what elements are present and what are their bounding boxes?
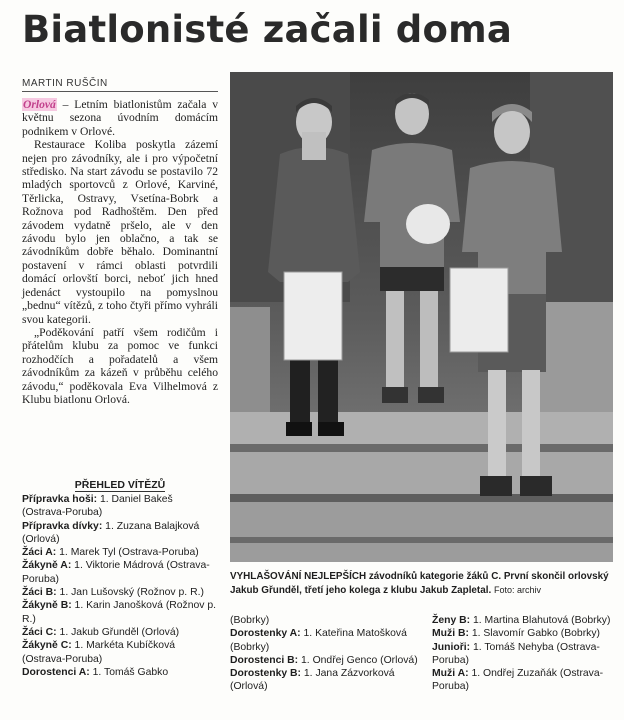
results-column-left: [22, 493, 218, 679]
result-winner: 1. Jana Zázvorková (Orlová): [230, 668, 395, 693]
photo-caption: [230, 571, 615, 597]
result-category: Dorostenky A:: [230, 628, 301, 640]
headline: Biatlonisté začali doma: [22, 8, 513, 51]
result-winner: 1. Viktorie Mádrová (Ostrava-Poruba): [22, 560, 210, 585]
result-winner: 1. Tomáš Gabko: [89, 666, 169, 678]
result-winner: 1. Martina Blahutová (Bobrky): [470, 615, 611, 626]
article-body: [22, 98, 218, 406]
result-category: Dorostenci B:: [230, 654, 299, 666]
result-category: Dorostenky B:: [230, 668, 302, 680]
result-item: [230, 614, 425, 627]
results-title-text: PŘEHLED VÍTĚZŮ: [74, 479, 166, 491]
result-item: [22, 520, 218, 547]
result-item: [432, 614, 622, 627]
result-category: Ženy B:: [432, 615, 471, 626]
result-category: Žáci B:: [22, 587, 57, 599]
results-column-middle: [230, 614, 425, 694]
result-winner: (Bobrky): [230, 615, 270, 626]
result-item: [22, 666, 218, 679]
result-category: Junioři:: [432, 641, 471, 653]
result-category: Přípravka dívky:: [22, 520, 103, 532]
result-item: [22, 599, 218, 626]
result-category: Muži A:: [432, 668, 469, 680]
result-category: Muži B:: [432, 628, 469, 640]
result-item: [22, 639, 218, 666]
result-item: [230, 627, 425, 654]
article-paragraph: Restaurace Koliba poskytla zázemí nejen pro závodníky, ale i pro výpočetní středisko. Na start závodu se postavilo 72 mladých sportovců z Orlové, Karviné, Těrlicka, Ostravy, Vsetína-Bobrk a Rožnova pod Radhoštěm. Den před závodem vydatně pršelo, ale v den závodu bylo jen oblačno, a tak se závodníkům dobře běhalo. Dominantní postavení v rámci oblasti potvrdili domácí orlovští borci, neboť jich hned jedenáct vystoupilo na pomyslnou „bednu“ vítězů, z toho čtyři přímo vyhráli svou kategorii.: [22, 138, 218, 326]
result-winner: 1. Tomáš Nehyba (Ostrava-Poruba): [432, 641, 600, 666]
lead-paragraph: [22, 98, 218, 138]
result-item: [432, 627, 622, 640]
result-winner: 1. Jakub Gřunděl (Orlová): [56, 626, 180, 638]
result-winner: 1. Slavomír Gabko (Bobrky): [468, 628, 601, 640]
caption-text: VYHLAŠOVÁNÍ NEJLEPŠÍCH závodníků kategorie žáků C. První skončil orlovský Jakub Gřunděl, třetí jeho kolega z klubu Jakub Zapletal.: [230, 571, 609, 596]
results-column-right: [432, 614, 622, 694]
result-item: [230, 654, 425, 667]
lead-text: – Letním biatlonistům začala v květnu sezona úvodním domácím podnikem v Orlové.: [22, 98, 218, 138]
results-title: [22, 479, 218, 491]
result-category: Žákyně A:: [22, 560, 72, 572]
result-category: Žáci A:: [22, 547, 57, 559]
byline-rule: [22, 91, 218, 92]
result-winner: 1. Zuzana Balajková (Orlová): [22, 520, 200, 545]
result-item: [22, 626, 218, 639]
article-paragraph: „Poděkování patří všem rodičům i přátelům klubu za pomoc ve funkci rozhodčích a pořadatelů a všem závodníkům za kázeň v průběhu celého závodu,“ poděkovala Eva Vilhelmová z Klubu biatlonu Orlová.: [22, 325, 218, 406]
result-winner: 1. Ondřej Zuzaňák (Ostrava-Poruba): [432, 668, 604, 693]
result-category: Žáci C:: [22, 626, 57, 638]
author-byline: MARTIN RUŠČIN: [22, 78, 108, 89]
result-item: [22, 546, 218, 559]
result-winner: 1. Jan Lušovský (Rožnov p. R.): [56, 587, 204, 599]
result-category: Žákyně B:: [22, 600, 72, 612]
result-item: [22, 559, 218, 586]
photo-credit: Foto: archiv: [493, 584, 541, 595]
podium-photo-drawing: [230, 72, 613, 562]
result-winner: 1. Marek Tyl (Ostrava-Poruba): [56, 547, 199, 559]
result-category: Žákyně C:: [22, 640, 72, 652]
result-item: [22, 493, 218, 520]
result-category: Přípravka hoši:: [22, 494, 98, 505]
dateline-place: Orlová: [23, 98, 56, 111]
result-winner: 1. Kateřina Matošková (Bobrky): [230, 628, 407, 653]
result-winner: 1. Daniel Bakeš (Ostrava-Poruba): [22, 494, 173, 519]
result-item: [230, 667, 425, 694]
result-item: [432, 641, 622, 668]
result-winner: 1. Karin Janošková (Rožnov p. R.): [22, 600, 217, 625]
result-winner: 1. Ondřej Genco (Orlová): [298, 654, 418, 666]
result-winner: 1. Markéta Kubíčková (Ostrava-Poruba): [22, 640, 176, 665]
result-category: Dorostenci A:: [22, 666, 90, 678]
podium-photo: [230, 72, 613, 562]
result-item: [22, 586, 218, 599]
result-item: [432, 667, 622, 694]
